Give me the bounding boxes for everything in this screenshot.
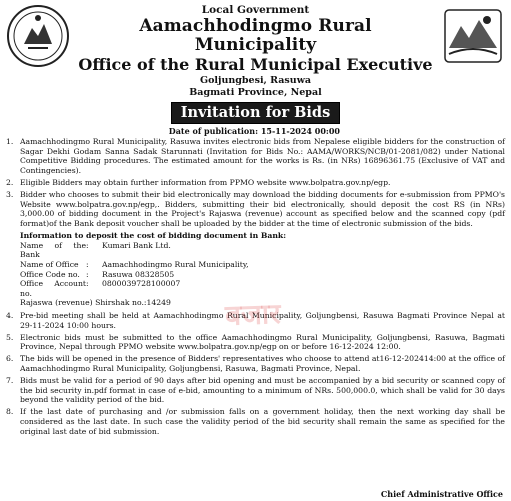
publication-date: Date of publication: 15-11-2024 00:00 [168, 126, 340, 136]
header [76, 4, 435, 99]
list-item: 2. Eligible Bidders may obtain further information from PPMO website www.bolpatra.gov.np/egp. [6, 177, 391, 187]
notice-body [6, 137, 505, 436]
signature: Chief Administrative Office [380, 489, 503, 499]
province: Bagmati Province, Nepal [189, 87, 322, 98]
table-row: Name of the Bank : Kumari Bank Ltd. [20, 240, 171, 260]
list-item: 1. Aamachhodingmo Rural Municipality, Rasuwa invites electronic bids from Nepalese eligible bidders for the construction of Sagar Dekhi Godam Sanna Sadak Starunnati (Invitation for Bids No.: AAMA/WORKS/NCB/01-2081/082) under National Competitive Bidding procedures. The estimated amount for the works is Rs. (in NRs) 16896361.75 (Exclusive of VAT and Contingencies). [6, 137, 505, 175]
nepal-emblem-icon [6, 4, 70, 68]
table-row: Office Account no. : 0800039728100007 [20, 279, 181, 298]
table-row: Office Code no. : Rasuwa 08328505 [20, 269, 175, 279]
list-item: 4. Pre-bid meeting shall be held at Aamachhodingmo Rural Municipality, Goljungbensi, Rasuwa Bagmati Province Nepal at 29-11-2024 10:00 hours. [6, 311, 505, 330]
revenue-shirshak: Rajaswa (revenue) Shirshak no.:14249 [20, 298, 171, 308]
office-name: Office of the Rural Municipal Executive [78, 55, 433, 74]
municipality-logo-icon [441, 4, 505, 68]
invitation-banner: Invitation for Bids [171, 102, 340, 124]
bank-info-table [20, 241, 249, 299]
table-row: Name of Office : Aamachhodingmo Rural Municipality, [20, 260, 249, 270]
list-item: 3. Bidder who chooses to submit their bid electronically may download the bidding documents for e-submission from PPMO's Website www.bolpatra.gov.np/egp,. Bidders, submitting their bid electronically, should deposit the cost RS (in NRs) 3,000.00 of bidding document in the Project's Rajaswa (revenue) account as specified below and the scanned copy (pdf format)of the Bank deposit voucher shall be uploaded by the bidder at the time of electronic submission of the bids. [6, 189, 505, 228]
list-item: 7. Bids must be valid for a period of 90 days after bid opening and must be accompanied by a bid security or scanned copy of the bid security in.pdf format in case of e-bid, amounting to a minimum of NRs. 500,000.0, which shall be valid for 30 days beyond the validity period of the bid. [6, 376, 505, 405]
local-government: Local Government [201, 4, 310, 16]
list-item: 8. If the last date of purchasing and /or submission falls on a government holiday, then the next working day shall be considered as the last date. In such case the validity period of the bid security shall remain the same as specified for the original last date of bid submission. [6, 407, 505, 436]
watermark-icon: बजार [224, 297, 282, 332]
office-address: Goljungbesi, Rasuwa [199, 75, 312, 86]
bank-info-title: Information to deposit the cost of bidding document in Bank: [20, 230, 287, 240]
list-item: 6. The bids will be opened in the presence of Bidders' representatives who choose to attend at16-12-202414:00 at the office of Aamachhodingmo Rural Municipality, Goljungbensi, Rasuwa, Bagmati Province, Nepal. [6, 354, 505, 373]
list-item: 5. Electronic bids must be submitted to the office Aamachhodingmo Rural Municipality, Goljungbensi, Rasuwa, Bagmati Province, Nepal through PPMO website www.bolpatra.gov.np/egp on or before 16-12-2024 12:00. [6, 332, 505, 352]
municipality-name: Aamachhodingmo Rural Municipality [139, 16, 372, 55]
